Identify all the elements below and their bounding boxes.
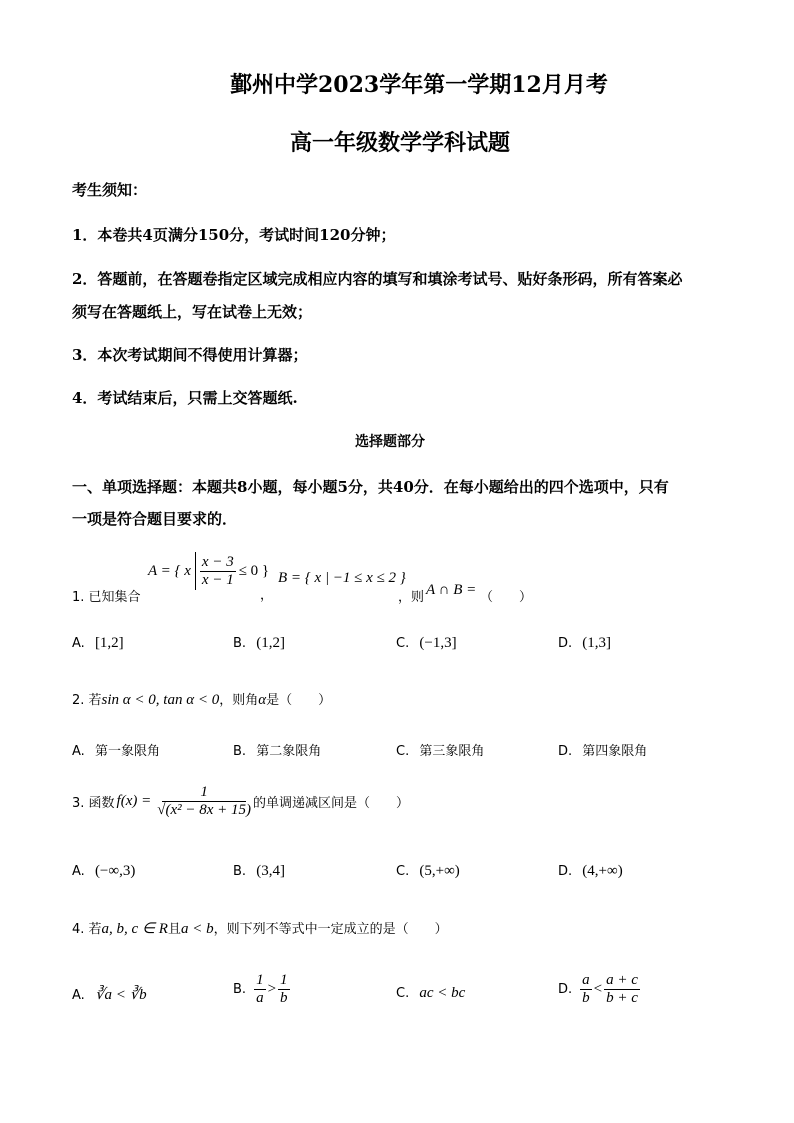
q3-numerator: 1 bbox=[162, 784, 246, 802]
q3-option-c bbox=[396, 863, 460, 880]
q4-option-b-operator: > bbox=[267, 980, 277, 997]
q4-option-a-value: ∛a < ∛b bbox=[94, 987, 147, 1003]
q2-variable: α bbox=[258, 692, 267, 708]
q3-option-b bbox=[233, 863, 285, 880]
q4-option-d-operator: < bbox=[593, 980, 603, 997]
section-instruction-1: 一、单项选择题：本题共8小题，每小题5分，共40分．在每小题给出的四个选项中，只有 bbox=[72, 478, 669, 496]
q1-intersection: A ∩ B = bbox=[426, 582, 477, 598]
q2-option-c-value: 第三象限角 bbox=[419, 744, 485, 759]
q3-option-a-label: A. bbox=[72, 864, 85, 879]
q4-option-c bbox=[396, 985, 465, 1002]
q2-option-b bbox=[233, 740, 321, 759]
q3-prefix: 3. 函数 bbox=[72, 795, 115, 811]
exam-title: 鄞州中学2023学年第一学期12月月考 bbox=[230, 72, 608, 98]
section-title: 选择题部分 bbox=[355, 434, 425, 450]
q1-set-a-bar bbox=[195, 552, 196, 590]
q2-suffix: 是（ ） bbox=[266, 693, 332, 708]
q4-option-b-num-2: 1 bbox=[280, 972, 288, 988]
q2-option-d bbox=[558, 740, 647, 759]
q3-suffix: 的单调递减区间是（ ） bbox=[253, 795, 410, 811]
q4-option-d-num-1: a bbox=[582, 972, 590, 988]
q3-line bbox=[72, 784, 409, 818]
q1-set-a-tail: ≤ 0 } bbox=[238, 562, 270, 579]
q1-set-a-denominator: x − 1 bbox=[201, 571, 234, 588]
q4-condition-1: a, b, c ∈ R bbox=[101, 921, 168, 937]
q4-option-a bbox=[72, 985, 147, 1004]
q1-option-b-label: B. bbox=[233, 636, 247, 651]
q1-option-d-label: D. bbox=[558, 636, 573, 651]
notice-item-1: 1．本卷共4页满分150分，考试时间120分钟； bbox=[72, 226, 396, 244]
notice-item-2: 2．答题前，在答题卷指定区域完成相应内容的填写和填涂考试号、贴好条形码，所有答案必 bbox=[72, 270, 683, 288]
q1-prefix: 1. 已知集合 bbox=[72, 590, 141, 605]
q1-option-d bbox=[558, 635, 611, 652]
notice-heading: 考生须知： bbox=[72, 181, 148, 199]
q2-option-d-value: 第四象限角 bbox=[582, 744, 648, 759]
q1-set-a-lead: A = { x bbox=[148, 562, 191, 579]
q3-denominator: √(x² − 8x + 15) bbox=[157, 801, 252, 818]
notice-item-4: 4．考试结束后，只需上交答题纸. bbox=[72, 389, 298, 407]
q4-prefix: 4. 若 bbox=[72, 922, 102, 937]
q2-condition: sin α < 0, tan α < 0 bbox=[101, 692, 220, 708]
q4-option-d bbox=[558, 972, 640, 1006]
q4-suffix: ，则下列不等式中一定成立的是（ ） bbox=[213, 922, 448, 937]
q4-option-d-den-1: b bbox=[582, 989, 590, 1006]
q3-fraction bbox=[155, 784, 253, 818]
q1-option-c bbox=[396, 635, 457, 652]
q4-option-b-den-2: b bbox=[280, 989, 288, 1006]
q1-option-c-value: (−1,3] bbox=[419, 635, 457, 651]
q4-option-a-label: A. bbox=[72, 988, 85, 1003]
q4-option-d-fraction-1 bbox=[580, 972, 592, 1006]
notice-item-3: 3．本次考试期间不得使用计算器； bbox=[72, 346, 308, 364]
q4-option-b-num-1: 1 bbox=[256, 972, 264, 988]
q4-option-b-fraction-1 bbox=[254, 972, 266, 1006]
q4-and: 且 bbox=[167, 922, 181, 937]
q1-comma: ， bbox=[260, 588, 274, 603]
q4-option-d-num-2: a + c bbox=[606, 972, 638, 988]
q4-option-d-label: D. bbox=[558, 981, 573, 997]
section-instruction-2: 一项是符合题目要求的． bbox=[72, 510, 238, 528]
q2-option-a bbox=[72, 740, 160, 759]
q1-option-d-value: (1,3] bbox=[582, 635, 612, 651]
q2-option-b-value: 第二象限角 bbox=[256, 744, 322, 759]
q4-condition-2: a < b bbox=[180, 921, 214, 937]
q4-option-c-value: ac < bc bbox=[419, 985, 466, 1001]
q4-option-d-fraction-2 bbox=[604, 972, 640, 1006]
q4-option-b-label: B. bbox=[233, 981, 247, 997]
q4-line bbox=[72, 918, 448, 938]
q3-option-c-value: (5,+∞) bbox=[419, 863, 460, 879]
q2-option-c-label: C. bbox=[396, 744, 410, 759]
q1-set-a bbox=[148, 552, 269, 590]
q1-option-b-value: (1,2] bbox=[256, 635, 285, 651]
q1-set-a-fraction bbox=[200, 554, 236, 588]
q4-option-b bbox=[233, 972, 290, 1006]
q3-option-a-value: (−∞,3) bbox=[94, 863, 136, 879]
q2-option-c bbox=[396, 740, 484, 759]
q2-line bbox=[72, 689, 331, 709]
q2-option-a-label: A. bbox=[72, 744, 85, 759]
q2-mid: ，则角 bbox=[219, 693, 259, 708]
q3-option-c-label: C. bbox=[396, 864, 410, 879]
q1-option-a-value: [1,2] bbox=[94, 635, 124, 651]
notice-item-2-cont: 须写在答题纸上，写在试卷上无效； bbox=[72, 303, 313, 321]
q3-option-a bbox=[72, 863, 135, 880]
q3-option-b-label: B. bbox=[233, 864, 247, 879]
q1-set-a-numerator: x − 3 bbox=[201, 554, 234, 570]
exam-subtitle: 高一年级数学学科试题 bbox=[290, 130, 511, 156]
q4-option-b-fraction-2 bbox=[278, 972, 290, 1006]
q4-option-c-label: C. bbox=[396, 986, 410, 1001]
q1-option-a-label: A. bbox=[72, 636, 85, 651]
q2-prefix: 2. 若 bbox=[72, 693, 102, 708]
q4-option-b-den-1: a bbox=[256, 989, 264, 1006]
q1-paren: （ ） bbox=[480, 590, 533, 605]
q3-option-b-value: (3,4] bbox=[256, 863, 285, 879]
q1-option-a bbox=[72, 635, 124, 652]
q1-option-c-label: C. bbox=[396, 636, 410, 651]
q1-option-b bbox=[233, 635, 285, 652]
q2-option-d-label: D. bbox=[558, 744, 573, 759]
q3-option-d-label: D. bbox=[558, 864, 573, 879]
q2-option-a-value: 第一象限角 bbox=[94, 744, 160, 759]
q2-option-b-label: B. bbox=[233, 744, 247, 759]
q1-set-b: B = { x | −1 ≤ x ≤ 2 } bbox=[278, 570, 406, 586]
q4-option-d-den-2: b + c bbox=[606, 989, 638, 1006]
q3-option-d bbox=[558, 863, 623, 880]
q3-option-d-value: (4,+∞) bbox=[582, 863, 623, 879]
q1-then: ，则 bbox=[398, 590, 425, 605]
q3-function: f(x) = bbox=[116, 792, 152, 809]
